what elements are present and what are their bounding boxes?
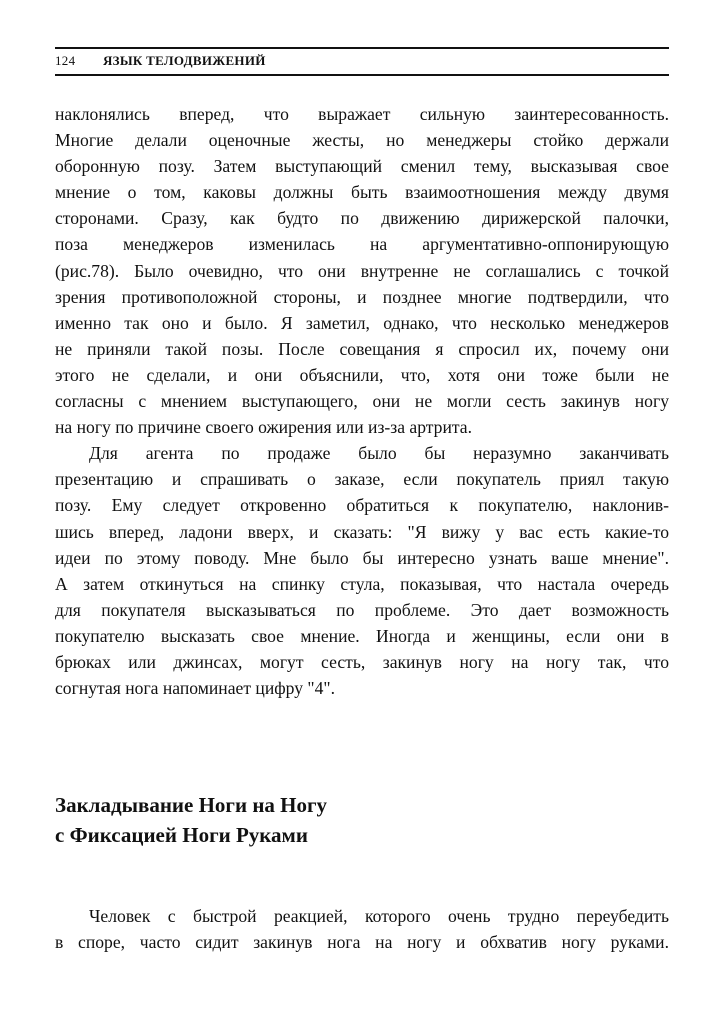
text-line: покупателю высказать свое мнение. Иногда и женщины, если они в	[55, 625, 669, 646]
text-line: шись вперед, ладони вверх, и сказать: "Я вижу у вас есть какие-то	[55, 521, 669, 542]
text-line: для покупателя высказываться по проблеме. Это дает возможность	[55, 599, 669, 620]
text-line: (рис.78). Было очевидно, что они внутренне не соглашались с точкой	[55, 260, 669, 281]
section-heading	[55, 790, 669, 850]
text-line: мнение о том, каковы должны быть взаимоотношения между двумя	[55, 182, 669, 203]
header-top-rule	[55, 47, 669, 49]
header-bottom-rule	[55, 74, 669, 76]
text-line: поза менеджеров изменилась на аргументативно-оппонирующую	[55, 234, 669, 255]
paragraph-3	[55, 903, 669, 955]
text-line: идеи по этому поводу. Мне было бы интересно узнать ваше мнение".	[55, 547, 669, 568]
text-line: наклонялись вперед, что выражает сильную заинтересованность.	[55, 104, 669, 124]
text-line: А затем откинуться на спинку стула, показывая, что настала очередь	[55, 573, 669, 594]
text-line: презентацию и спрашивать о заказе, если покупатель приял такую	[55, 469, 669, 490]
paragraph-2	[55, 440, 669, 701]
text-line: брюках или джинсах, могут сесть, закинув ногу на ногу так, что	[55, 651, 669, 672]
text-line: не приняли такой позы. После совещания я спросил их, почему они	[55, 338, 669, 359]
book-title: ЯЗЫК ТЕЛОДВИЖЕНИЙ	[102, 53, 266, 68]
text-line: оборонную позу. Затем выступающий сменил тему, высказывая свое	[55, 156, 669, 177]
text-line: на ногу по причине своего ожирения или из-за артрита.	[55, 417, 473, 438]
text-line: согнутая нога напоминает цифру "4".	[55, 678, 335, 699]
text-line: Для агента по продаже было бы неразумно заканчивать	[89, 443, 669, 464]
text-line: согласны с мнением выступающего, они не могли сесть закинув ногу	[55, 391, 669, 412]
text-line: сторонами. Сразу, как будто по движению дирижерской палочки,	[55, 208, 669, 229]
text-line: именно так оно и было. Я заметил, однако, что несколько менеджеров	[55, 312, 669, 333]
text-line: Многие делали оценочные жесты, но менеджеры стойко держали	[55, 130, 669, 151]
text-line: позу. Ему следует откровенно обратиться к покупателю, наклонив-	[55, 495, 669, 516]
text-line: этого не сделали, и они объяснили, что, хотя они тоже были не	[55, 364, 669, 385]
text-line: зрения противоположной стороны, и позднее многие подтвердили, что	[55, 286, 669, 307]
body-text	[55, 101, 669, 701]
section-heading-line: с Фиксацией Ноги Руками	[55, 823, 308, 847]
section-heading-line: Закладывание Ноги на Ногу	[55, 793, 328, 817]
book-page	[55, 0, 669, 1024]
paragraph-1	[55, 101, 669, 440]
text-line: в споре, часто сидит закинув нога на ногу и обхватив ногу руками.	[55, 932, 669, 953]
text-line: Человек с быстрой реакцией, которого очень трудно переубедить	[89, 906, 669, 926]
running-head	[55, 53, 669, 71]
page-number: 124	[55, 53, 76, 68]
